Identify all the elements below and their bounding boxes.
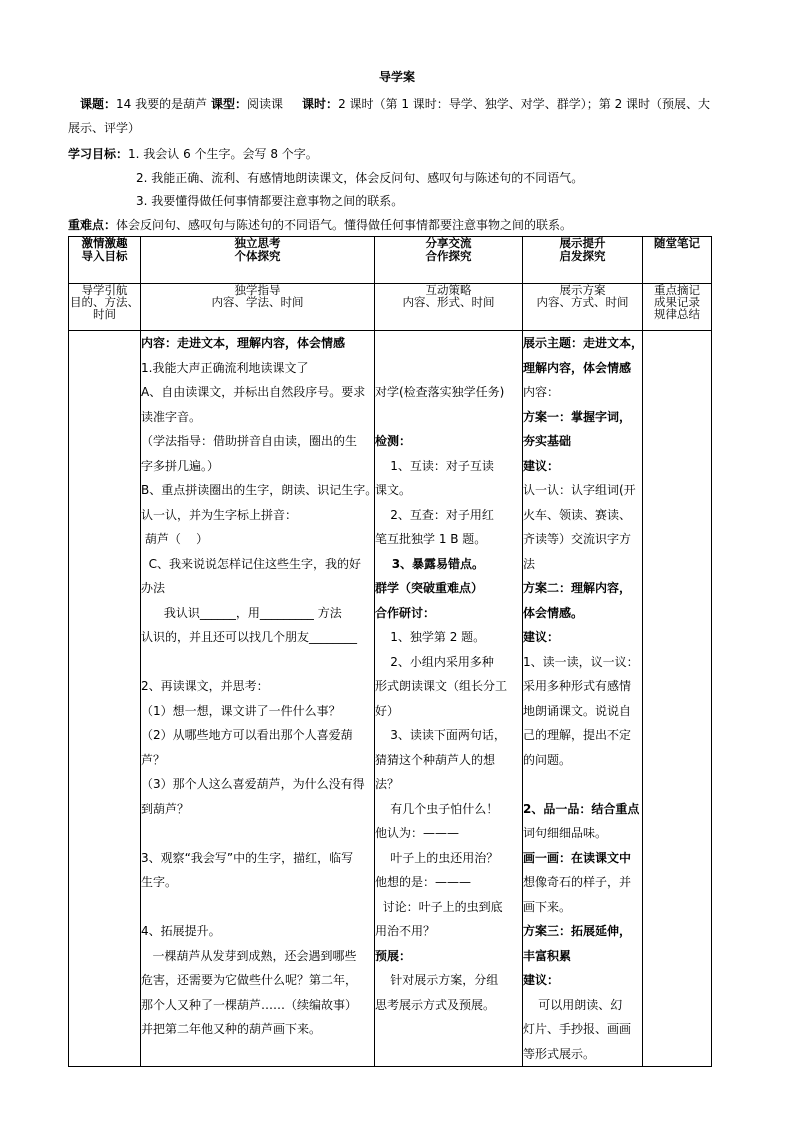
text-line: 建议： [523, 458, 560, 473]
text-line: 灯片、手抄报、画画 [523, 1022, 632, 1036]
subheader-cell: 独学指导 内容、学法、时间 [141, 284, 375, 331]
type-label: 课型： [210, 97, 247, 111]
notes-cell [643, 331, 712, 1067]
text-line: 笔互批独学 1 B 题。 [375, 532, 487, 546]
text-line: 画一画：在读课文中 [523, 850, 632, 865]
text-line: 1、读一读，议一议： [523, 654, 639, 669]
text-line: （2）从哪些地方可以看出那个人喜爱葫 [141, 728, 353, 742]
text-line: 建议： [523, 630, 560, 644]
text-line: 葫芦（ ） [141, 532, 209, 546]
text-line: （3）那个人这么喜爱葫芦，为什么没有得 [141, 777, 365, 791]
text-line: 4、拓展提升。 [141, 924, 221, 938]
text-line: 猜猜这个种葫芦人的想 [375, 752, 496, 767]
independent-study-cell [141, 331, 378, 1067]
text-line: 3、暴露易错点。 [375, 556, 485, 571]
text-line: 好） [375, 703, 400, 718]
text-line: 方案二：理解内容， [523, 581, 632, 595]
text-line: 1、独学第 2 题。 [375, 630, 486, 644]
hours-label: 课时： [302, 97, 339, 111]
lesson-table [68, 236, 712, 1067]
text-line: 芦？ [141, 752, 166, 767]
text-line: 夯实基础 [523, 434, 572, 448]
text-line: 他想的是：——— [375, 875, 472, 889]
presentation-cell [523, 331, 643, 1067]
document-title: 导学案 [378, 70, 415, 84]
text-line: 我认识______，用_________ 方法 [141, 605, 342, 620]
text-line: 己的理解，提出不定 [523, 728, 632, 742]
presentation-content [523, 331, 642, 1066]
subheader-cell: 互动策略 内容、形式、时间 [375, 284, 523, 331]
text-line [375, 356, 522, 381]
text-line: 内容： [523, 385, 560, 399]
key-text: 体会反问句、感叹句与陈述句的不同语气。懂得做任何事情都要注意事物之间的联系。 [116, 218, 573, 232]
key-points-line [68, 217, 572, 233]
text-line: 画下来。 [523, 899, 572, 914]
goal-item: 3. 我要懂得做任何事情都要注意事物之间的联系。 [136, 194, 404, 208]
subheader-cell: 展示方案 内容、方式、时间 [523, 284, 643, 331]
text-line: 方案三：拓展延伸， [523, 924, 632, 938]
text-line: 想像奇石的样子，并 [523, 875, 632, 889]
text-line: 读准字音。 [141, 409, 202, 424]
table-body-row [69, 331, 712, 1067]
text-line: 等形式展示。 [523, 1046, 596, 1061]
text-line: 齐读等）交流识字方 [523, 532, 632, 546]
subheader-cell: 导学引航 目的、方法、 时间 [69, 284, 141, 331]
text-line: 法 [523, 556, 536, 571]
text-line: 预展： [375, 948, 412, 963]
text-line: 群学（突破重难点） [375, 581, 484, 595]
text-line: 认一认，并为生字标上拼音： [141, 507, 298, 522]
text-line: 字多拼几遍。） [141, 458, 220, 473]
text-line: C、我来说说怎样记住这些生字，我的好 [141, 556, 362, 571]
text-line: 丰富积累 [523, 948, 572, 963]
text-line: 检测： [375, 434, 412, 448]
text-line: 一棵葫芦从发芽到成熟，还会遇到哪些 [141, 948, 357, 963]
header-cell: 分享交流 合作探究 [375, 237, 523, 284]
text-line: B、重点拼读圈出的生字，朗读、识记生字。 [141, 483, 378, 497]
text-line: 理解内容，体会情感 [523, 360, 632, 375]
hours-value: 2 课时（第 1 课时：导学、独学、对学、群学）；第 2 课时（预展、大 [338, 97, 711, 111]
text-line: 2、互查：对子用红 [375, 507, 494, 522]
interaction-cell [375, 331, 523, 1067]
text-line: 建议： [523, 973, 560, 987]
text-line: 有几个虫子怕什么！ [375, 801, 499, 816]
guide-cell [69, 331, 141, 1067]
text-line: 采用多种形式有感情 [523, 679, 632, 693]
text-line: 3、读读下面两句话， [375, 728, 506, 742]
text-line: 内容：走进文本，理解内容，体会情感 [141, 336, 346, 350]
text-line: 可以用朗读、幻 [523, 997, 623, 1012]
text-line: 对学(检查落实独学任务) [375, 385, 505, 399]
text-line: （1）想一想，课文讲了一件什么事？ [141, 703, 341, 718]
goals-line-1 [68, 146, 318, 162]
header-cell: 独立思考 个体探究 [141, 237, 375, 284]
text-line: 讨论：叶子上的虫到底 [375, 899, 503, 914]
text-line: （学法指导：借助拼音自由读，圈出的生 [141, 434, 358, 448]
text-line: 那个人又种了一棵葫芦……（续编故事） [141, 997, 358, 1012]
header-cell: 激情激趣 导入目标 [69, 237, 141, 284]
text-line: 1、互读：对子互读 [375, 458, 494, 473]
text-line [141, 650, 374, 675]
text-line: 2、品一品：结合重点 [523, 801, 640, 816]
text-line: 他认为：——— [375, 826, 460, 840]
text-line: 认一认：认字组词(开 [523, 483, 636, 497]
text-line: 展示主题：走进文本， [523, 336, 644, 350]
text-line: 合作研讨： [375, 605, 436, 620]
text-line: 火车、领读、赛读、 [523, 507, 632, 522]
text-line: 法？ [375, 777, 400, 791]
text-line: 体会情感。 [523, 605, 584, 620]
interaction-content [375, 331, 522, 1017]
text-line [375, 331, 522, 356]
goals-label: 学习目标： [68, 147, 129, 161]
goal-item: 2. 我能正确、流利、有感情地朗读课文，体会反问句、感叹句与陈述句的不同语气。 [136, 171, 584, 185]
topic-line [80, 96, 710, 112]
type-value: 阅读课 [246, 97, 283, 111]
independent-study-content [141, 331, 378, 1042]
text-line: 办法 [141, 581, 166, 595]
text-line: 认识的，并且还可以找几个朋友________ [141, 630, 358, 644]
topic-value: 14 我要的是葫芦 [116, 97, 208, 111]
text-line: 方案一：掌握字词， [523, 409, 632, 424]
text-line: 到葫芦？ [141, 801, 190, 816]
text-line [141, 821, 374, 846]
key-label: 重难点： [68, 218, 117, 232]
text-line: 地朗诵课文。说说自 [523, 703, 632, 718]
subheader-cell: 重点摘记 成果记录 规律总结 [643, 284, 712, 331]
hours-continued: 展示、评学） [68, 121, 141, 135]
topic-label: 课题： [80, 97, 117, 111]
text-line [141, 895, 374, 920]
text-line: 词句细细品味。 [523, 826, 608, 840]
table-header-row [69, 237, 712, 284]
text-line: A、自由读课文，并标出自然段序号。要求 [141, 385, 366, 399]
text-line: 危害，还需要为它做些什么呢？第二年， [141, 973, 358, 987]
text-line: 针对展示方案，分组 [375, 973, 499, 987]
text-line: 形式朗读课文（组长分工 [375, 679, 508, 693]
text-line [523, 772, 642, 797]
text-line: 并把第二年他又种的葫芦画下来。 [141, 1022, 322, 1036]
text-line: 思考展示方式及预展。 [375, 997, 496, 1012]
text-line: 课文。 [375, 483, 412, 497]
text-line: 1.我能大声正确流利地读课文了 [141, 360, 309, 375]
text-line: 2、小组内采用多种 [375, 654, 494, 669]
text-line: 3、观察“我会写”中的生字，描红，临写 [141, 850, 354, 865]
text-line: 2、再读课文，并思考： [141, 679, 269, 693]
text-line: 的问题。 [523, 752, 572, 767]
text-line: 生字。 [141, 875, 178, 889]
text-line: 用治不用？ [375, 924, 436, 938]
goal-item: 1. 我会认 6 个生字。会写 8 个字。 [128, 147, 318, 161]
table-subheader-row [69, 284, 712, 331]
text-line: 叶子上的虫还用治？ [375, 850, 499, 865]
text-line [375, 405, 522, 430]
header-cell: 展示提升 启发探究 [523, 237, 643, 284]
header-cell: 随堂笔记 [643, 237, 712, 284]
